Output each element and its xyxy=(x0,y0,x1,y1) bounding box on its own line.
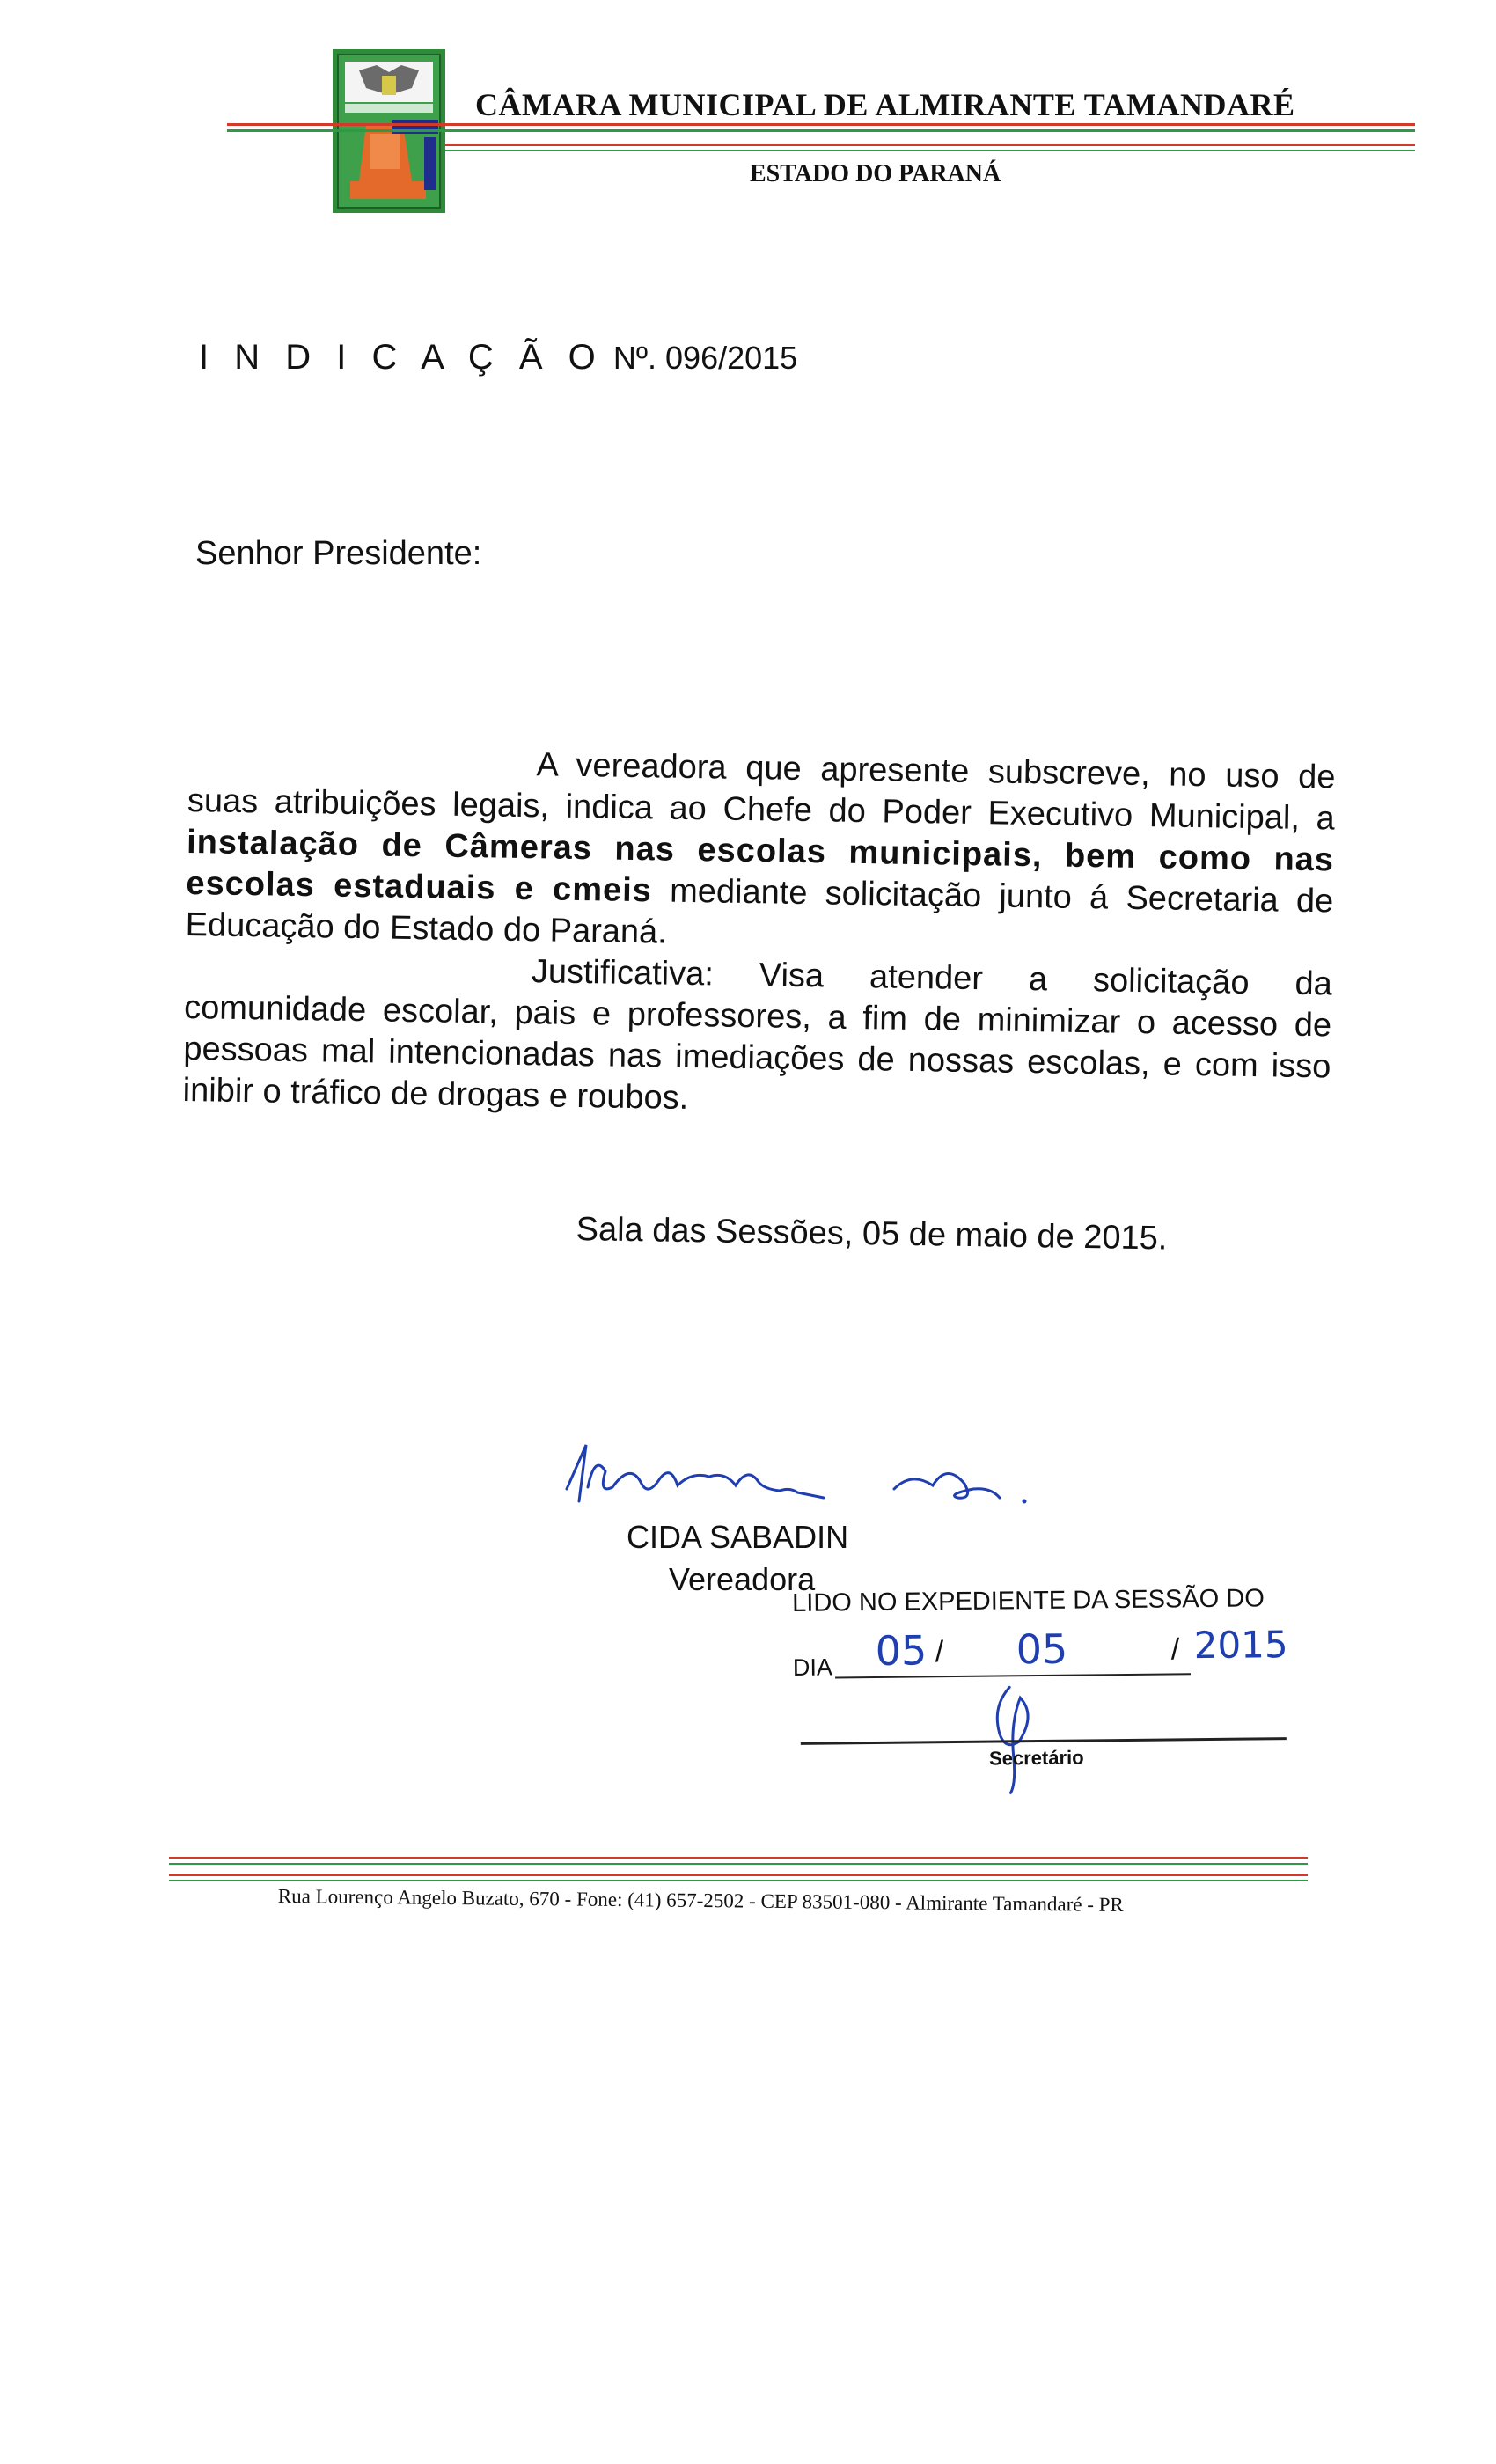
header-rule-red-2 xyxy=(445,144,1415,146)
stamp-secretary-label: Secretário xyxy=(988,1746,1084,1770)
document-number xyxy=(199,338,797,378)
handwritten-signature xyxy=(560,1436,1035,1515)
secretary-initial-signature xyxy=(974,1680,1054,1795)
paragraph-1-text-b: mediante solicitação junto á Secretaria de Educação do Estado do Paraná. xyxy=(185,872,1334,951)
footer-rule-green-2 xyxy=(169,1880,1308,1881)
footer-address: Rua Lourenço Angelo Buzato, 670 - Fone: (41) 657-2502 - CEP 83501-080 - Almirante Tamandaré - PR xyxy=(277,1885,1124,1917)
header-subtitle: ESTADO DO PARANÁ xyxy=(750,160,1001,187)
indicacao-number: Nº. 096/2015 xyxy=(612,340,798,376)
place-date: Sala das Sessões, 05 de maio de 2015. xyxy=(576,1211,1168,1258)
paragraph-1-bold: instalação de Câmeras nas escolas municipais, bem como nas escolas estaduais e cmeis xyxy=(186,823,1335,910)
stamp-year: 2015 xyxy=(1193,1623,1288,1668)
header-rule-red xyxy=(227,123,1415,126)
stamp-separator-2: / xyxy=(1170,1632,1180,1667)
stamp-separator-1: / xyxy=(935,1635,944,1669)
reading-stamp xyxy=(788,1584,1301,1792)
stamp-dia-label: DIA xyxy=(792,1654,833,1681)
footer-rule-red-2 xyxy=(169,1874,1308,1876)
header-rule-green-2 xyxy=(445,150,1415,151)
indicacao-label: I N D I C A Ç Ã O xyxy=(199,338,604,377)
paragraph-1-text-a: A vereadora que apresente subscreve, no uso de suas atribuições legais, indica ao Chefe do Poder Executivo Municipal, a xyxy=(187,746,1336,838)
stamp-title: LIDO NO EXPEDIENTE DA SESSÃO DO xyxy=(791,1584,1265,1617)
salutation: Senhor Presidente: xyxy=(195,535,482,572)
paragraph-2: Justificativa: Visa atender a solicitação da comunidade escolar, pais e professores, a fim de minimizar o acesso de pessoas mal intencionadas nas imediações de nossas escolas, e com isso inibir o tráfico de drogas e roubos. xyxy=(182,953,1333,1117)
paragraph-1 xyxy=(185,739,1336,964)
signer-name: CIDA SABADIN xyxy=(627,1519,849,1555)
stamp-day: 05 xyxy=(875,1626,928,1675)
header-rule-green xyxy=(227,129,1415,132)
header-title: CÂMARA MUNICIPAL DE ALMIRANTE TAMANDARÉ xyxy=(475,87,1295,122)
stamp-month: 05 xyxy=(1016,1624,1068,1674)
document-body xyxy=(182,739,1335,1129)
footer-rule-green xyxy=(169,1863,1308,1865)
footer-rule-red xyxy=(169,1857,1308,1859)
signer-role: Vereadora xyxy=(669,1561,816,1597)
